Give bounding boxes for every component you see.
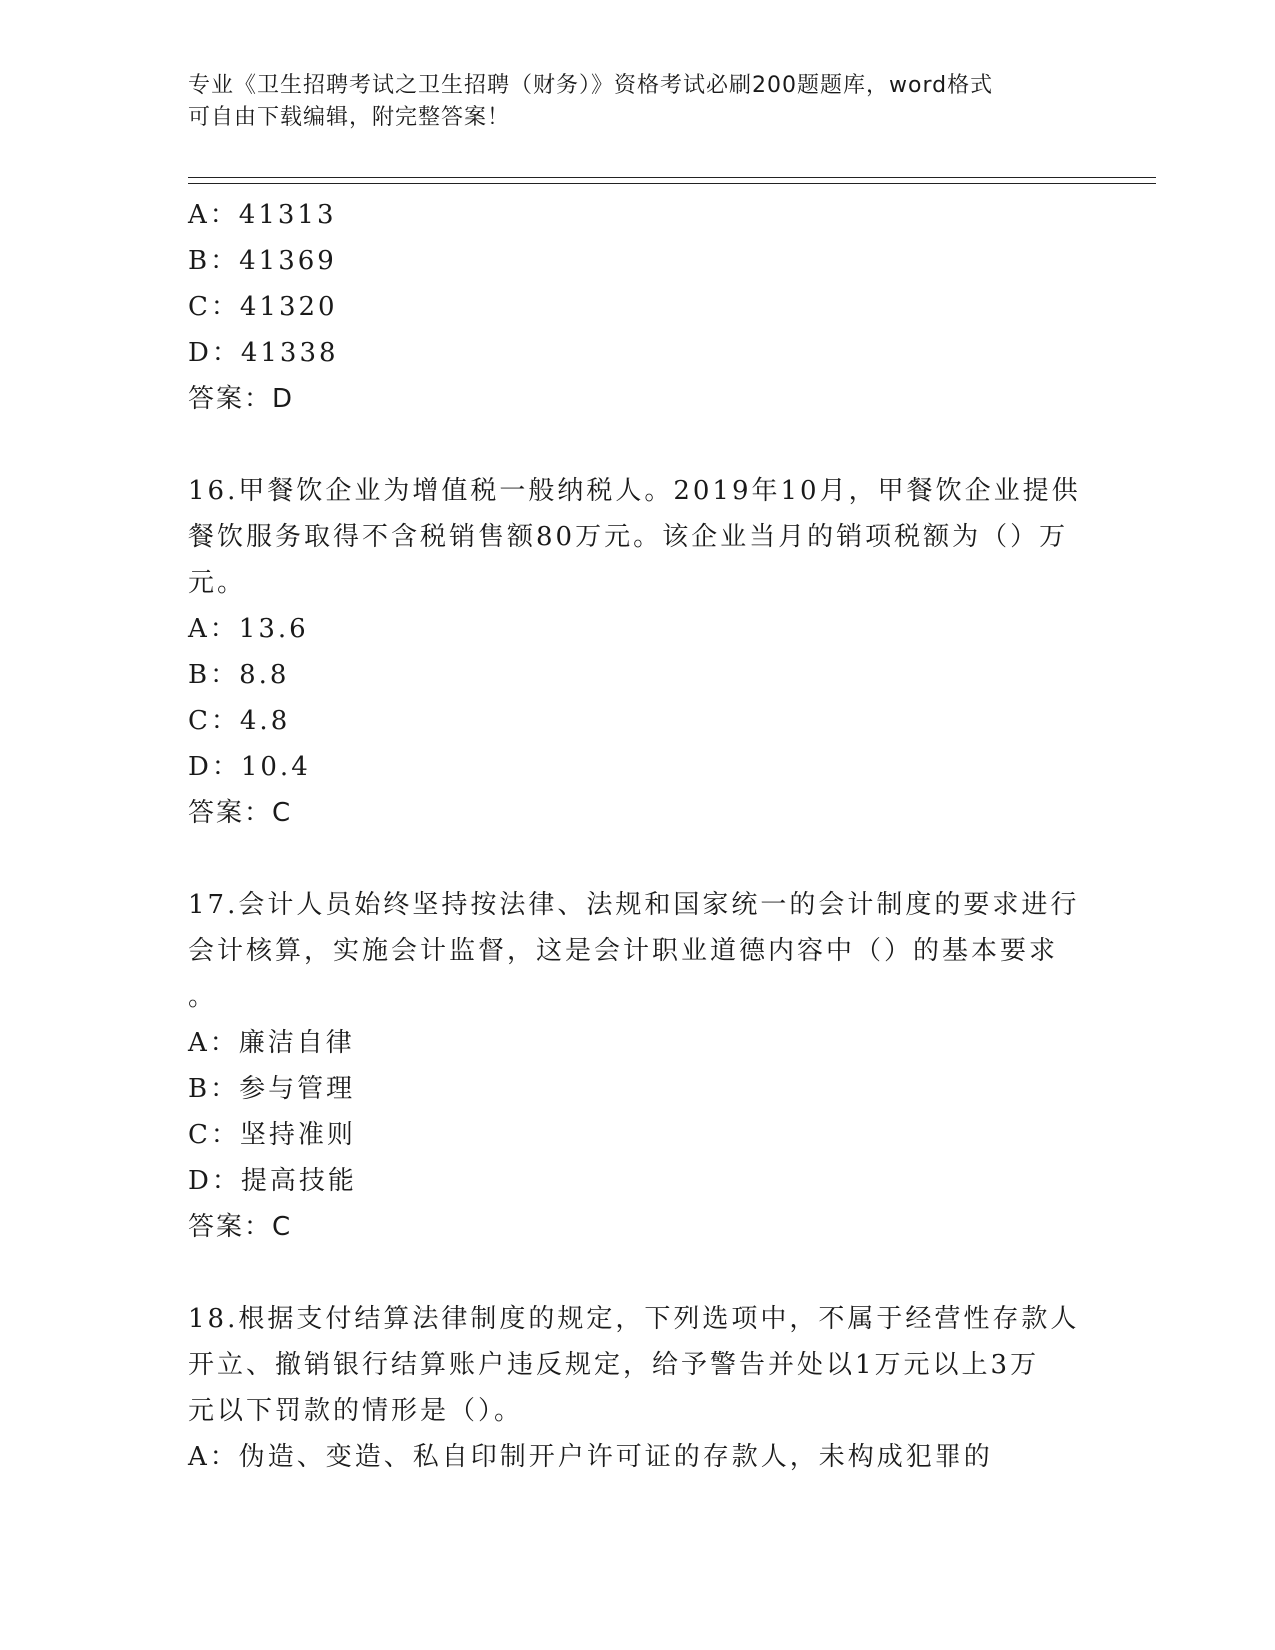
question-stem-line: 开立、撤销银行结算账户违反规定，给予警告并处以1万元以上3万 xyxy=(188,1350,1040,1380)
option-a: A：41313 xyxy=(188,200,337,230)
answer: 答案：C xyxy=(188,1212,293,1242)
option-d: D：10.4 xyxy=(188,752,311,782)
question-stem-line: 18.根据支付结算法律制度的规定，下列选项中，不属于经营性存款人 xyxy=(188,1304,1080,1334)
option-b: B：41369 xyxy=(188,246,337,276)
question-18 xyxy=(188,1296,1088,1480)
question-17 xyxy=(188,882,1088,1250)
question-stem-line: 元。 xyxy=(188,568,247,598)
question-stem-line: 元以下罚款的情形是（）。 xyxy=(188,1396,524,1426)
option-b: B：参与管理 xyxy=(188,1074,356,1104)
option-b: B：8.8 xyxy=(188,660,290,690)
question-stem-line: 会计核算，实施会计监督，这是会计职业道德内容中（）的基本要求 xyxy=(188,936,1059,966)
document-body xyxy=(188,192,1088,1480)
question-stem-line: 16.甲餐饮企业为增值税一般纳税人。2019年10月，甲餐饮企业提供 xyxy=(188,476,1081,506)
header-title-line-1: 专业《卫生招聘考试之卫生招聘（财务）》资格考试必刷200题题库，word格式 xyxy=(188,73,994,98)
option-d: D：41338 xyxy=(188,338,339,368)
option-c: C：41320 xyxy=(188,292,338,322)
option-d: D：提高技能 xyxy=(188,1166,357,1196)
option-a: A：伪造、变造、私自印制开户许可证的存款人，未构成犯罪的 xyxy=(188,1442,993,1472)
spacer xyxy=(188,836,1088,882)
option-a: A：13.6 xyxy=(188,614,309,644)
answer: 答案：D xyxy=(188,384,295,414)
option-c: C：4.8 xyxy=(188,706,291,736)
header-divider-bottom xyxy=(188,183,1156,184)
question-prev xyxy=(188,192,1088,422)
option-a: A：廉洁自律 xyxy=(188,1028,355,1058)
question-stem-line: 。 xyxy=(188,982,218,1012)
question-16 xyxy=(188,468,1088,836)
question-stem-line: 餐饮服务取得不含税销售额80万元。该企业当月的销项税额为（）万 xyxy=(188,522,1069,552)
answer: 答案：C xyxy=(188,798,293,828)
question-stem-line: 17.会计人员始终坚持按法律、法规和国家统一的会计制度的要求进行 xyxy=(188,890,1080,920)
spacer xyxy=(188,1250,1088,1296)
header-divider-top xyxy=(188,177,1156,178)
page-header xyxy=(188,70,1068,134)
header-title-line-2: 可自由下载编辑，附完整答案！ xyxy=(188,105,511,130)
option-c: C：坚持准则 xyxy=(188,1120,356,1150)
spacer xyxy=(188,422,1088,468)
